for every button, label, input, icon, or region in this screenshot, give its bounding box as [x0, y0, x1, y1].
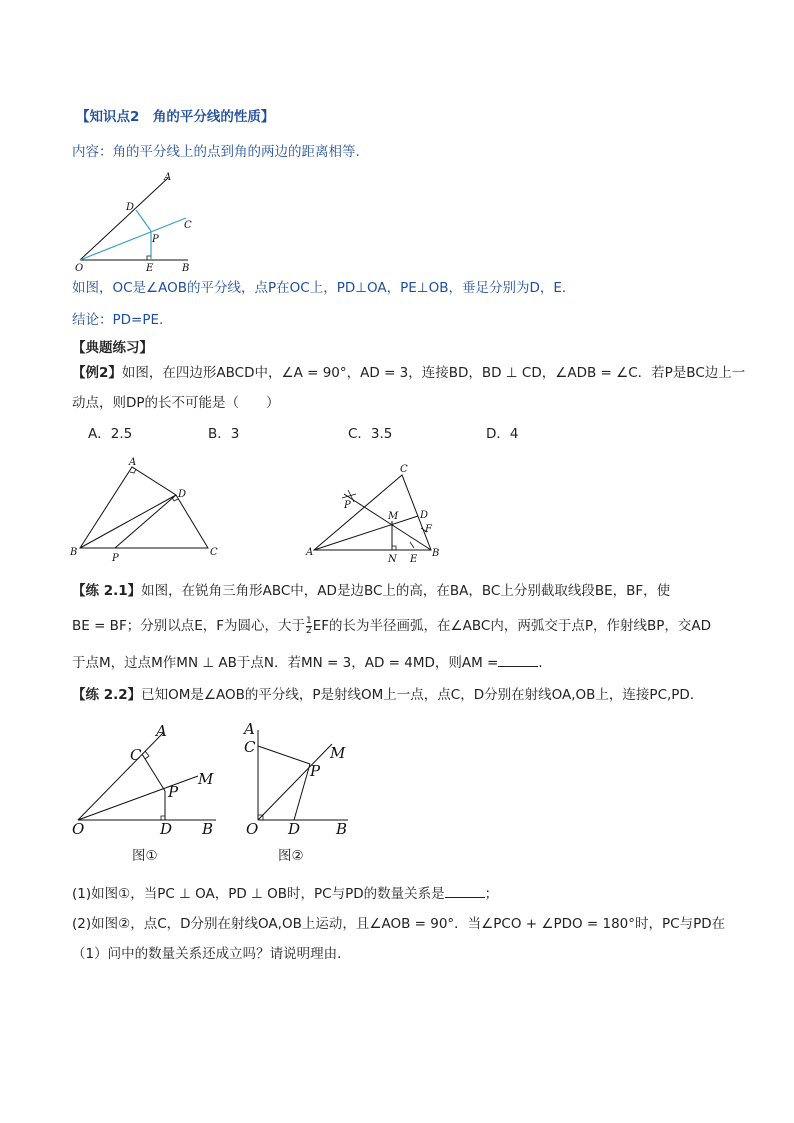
label-c: C — [184, 220, 192, 231]
label-b: B — [432, 548, 440, 559]
label-c: C — [244, 738, 256, 756]
section-content: 内容：角的平分线上的点到角的两边的距离相等. — [72, 144, 360, 160]
segment-pd — [115, 495, 176, 548]
right-angle-mark-e — [147, 256, 151, 260]
ex21-tag: 【练 2.1】 — [72, 583, 142, 599]
label-d: D — [288, 820, 301, 838]
label-o: O — [246, 820, 259, 838]
ex22-tag: 【练 2.2】 — [72, 687, 142, 703]
figure-description: 如图，OC是∠AOB的平分线，点P在OC上，PD⊥OA，PE⊥OB，垂足分别为D，E. — [72, 280, 567, 296]
label-a: A — [244, 720, 255, 738]
diagonal-bd — [80, 495, 176, 548]
question-1-text: (1)如图①，当PC ⊥ OA，PD ⊥ OB时，PC与PD的数量关系是 — [72, 886, 445, 902]
label-c: C — [210, 547, 218, 558]
ex21-line3 — [72, 653, 552, 673]
ray-oa — [80, 178, 168, 260]
label-a: A — [129, 457, 137, 468]
ex21-text2b: EF的长为半径画弧，在∠ABC内，两弧交于点P，作射线BP，交AD — [312, 618, 712, 634]
ray-bp — [344, 494, 431, 550]
ex22-line1 — [72, 685, 703, 705]
quad-abcd — [80, 467, 208, 548]
option-d: D．4 — [486, 426, 519, 442]
label-m: M — [388, 511, 399, 522]
ex22-text1: 已知OM是∠AOB的平分线，P是射线OM上一点，点C，D分别在射线OA,OB上，连接PC,PD． — [141, 687, 704, 703]
option-a: A．2.5 — [88, 426, 133, 442]
option-c: C．3.5 — [348, 426, 393, 442]
quadrilateral-figure — [68, 455, 228, 565]
ex21-text2a: BE = BF；分别以点E，F为圆心，大于 — [72, 618, 306, 634]
label-c: C — [400, 464, 408, 475]
option-b: B．3 — [208, 426, 240, 442]
conclusion: 结论：PD=PE. — [72, 312, 164, 328]
label-n: N — [388, 554, 397, 565]
ray-om — [78, 776, 198, 820]
label-o: O — [72, 820, 85, 838]
example2-tag: 【例2】 — [72, 365, 122, 381]
ray-oa — [78, 732, 164, 820]
right-angle-mark-c — [145, 751, 149, 759]
bisector-oc — [80, 218, 186, 260]
label-p: P — [112, 553, 119, 564]
question-2-line1: (2)如图②，点C，D分别在射线OA,OB上运动，且∠AOB = 90°．当∠PCO + ∠PDO = 180°时，PC与PD在 — [72, 916, 726, 932]
label-p: P — [344, 500, 351, 511]
label-p: P — [152, 234, 159, 245]
frac-den: 2 — [306, 625, 312, 636]
question-2-line2: （1）问中的数量关系还成立吗？请说明理由． — [72, 946, 351, 962]
label-b: B — [70, 547, 78, 558]
label-b: B — [182, 263, 190, 274]
label-d: D — [420, 510, 429, 521]
label-a: A — [164, 172, 172, 183]
label-d: D — [160, 820, 173, 838]
label-a: A — [156, 722, 167, 740]
label-o: O — [75, 263, 84, 274]
label-e: E — [410, 554, 418, 565]
ex21-text3-end: ． — [538, 655, 552, 671]
label-b: B — [202, 820, 214, 838]
ex21-text3: 于点M，过点M作MN ⊥ AB于点N．若MN = 3，AD = 4MD，则AM = — [72, 655, 499, 671]
fraction-half — [306, 617, 312, 636]
segment-pd — [294, 764, 310, 820]
label-c: C — [130, 746, 142, 764]
segment-pc — [142, 754, 165, 791]
acute-triangle-figure — [304, 462, 454, 568]
fig1-caption: 图① — [132, 848, 158, 864]
label-p: P — [310, 762, 321, 780]
label-e: E — [146, 263, 154, 274]
label-m: M — [198, 770, 214, 788]
figure-2 — [240, 716, 360, 838]
segment-pc — [258, 746, 310, 764]
frac-num: 1 — [306, 615, 312, 626]
figure-1 — [70, 718, 220, 838]
label-b: B — [336, 820, 348, 838]
altitude-ad — [314, 516, 418, 550]
right-angle-mark-n — [392, 546, 396, 550]
answer-blank-q1[interactable] — [445, 885, 485, 898]
ex21-text1: 如图，在锐角三角形ABC中，AD是边BC上的高，在BA，BC上分别截取线段BE，BF，使 — [141, 583, 671, 599]
label-p: P — [168, 783, 179, 801]
label-d: D — [126, 202, 135, 213]
ex21-line2 — [72, 616, 711, 636]
ex21-line1 — [72, 581, 670, 601]
segment-pd — [136, 210, 151, 231]
section-heading: 【知识点2 角的平分线的性质】 — [76, 109, 275, 125]
example2-line1 — [72, 363, 745, 383]
answer-blank-am[interactable] — [498, 654, 538, 667]
question-1 — [72, 884, 498, 904]
example2-text: 如图，在四边形ABCD中，∠A = 90°，AD = 3，连接BD，BD ⊥ CD，∠ADB = ∠C．若P是BC边上一 — [121, 365, 746, 381]
label-a: A — [306, 547, 314, 558]
label-f: F — [425, 524, 432, 535]
ray-om — [258, 744, 332, 820]
arc-mark-e — [410, 542, 414, 548]
fig2-caption: 图② — [278, 848, 304, 864]
label-d: D — [178, 489, 187, 500]
example2-line2: 动点，则DP的长不可能是（ ） — [72, 395, 280, 411]
question-1-end: ； — [484, 886, 499, 902]
practice-heading: 【典题练习】 — [72, 340, 153, 356]
bisector-figure — [70, 168, 200, 274]
label-m: M — [330, 744, 346, 762]
